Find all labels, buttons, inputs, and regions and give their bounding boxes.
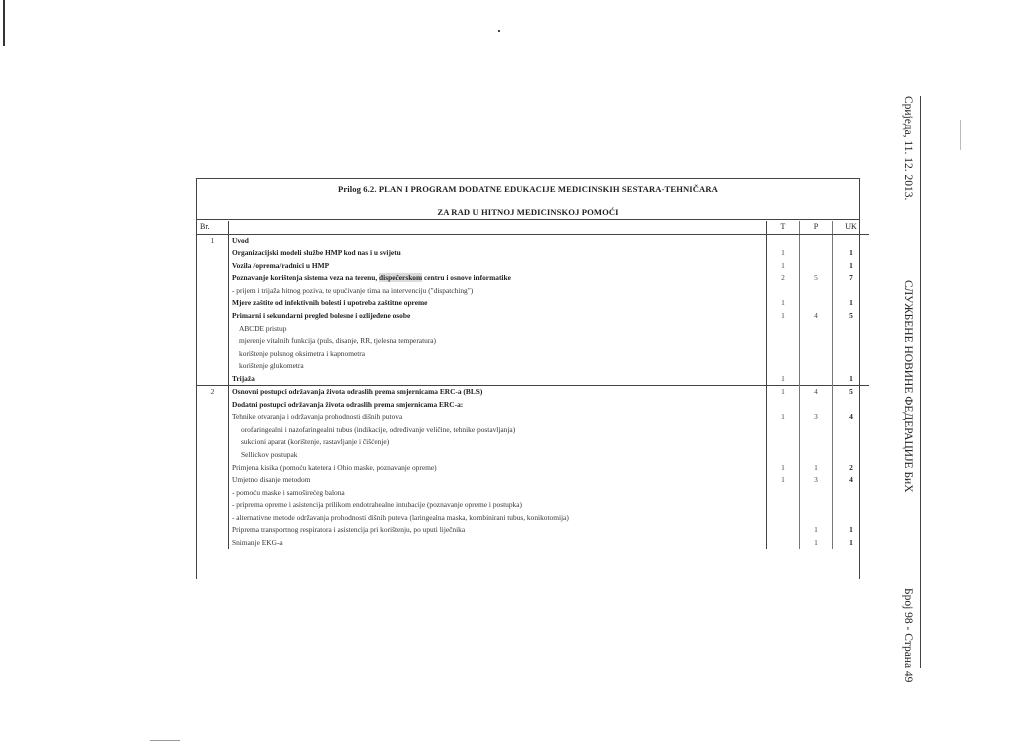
row-number (197, 247, 229, 260)
hours-theory: 1 (781, 462, 785, 472)
hours-theory (767, 347, 800, 360)
hours-total (833, 335, 870, 348)
table-row (197, 335, 869, 348)
hours-total: 1 (849, 260, 853, 270)
hours-total: 1 (849, 537, 853, 547)
hours-total (833, 234, 870, 247)
row-number (197, 449, 229, 462)
row-number (197, 424, 229, 437)
row-number (197, 310, 229, 323)
row-description: - prijem i trijaža hitnog poziva, te upućivanje tima na intervenciju ("dispatching") (229, 285, 767, 298)
header-rule (920, 96, 921, 668)
hours-theory (767, 399, 800, 412)
hours-practice: 5 (800, 272, 833, 285)
table-row (197, 449, 869, 462)
hours-practice: 3 (800, 411, 833, 424)
hours-practice (800, 499, 833, 512)
scan-noise (960, 120, 961, 150)
row-description: Priprema transportnog respiratora i asistencija pri korištenju, po uputi liječnika (229, 524, 767, 537)
hours-practice (800, 399, 833, 412)
document-title: Prilog 6.2. PLAN I PROGRAM DODATNE EDUKACIJE MEDICINSKIH SESTARA-TEHNIČARA (338, 184, 718, 194)
hours-theory (767, 449, 800, 462)
row-description-text: Poznavanje korištenja sistema veza na terenu, (232, 273, 380, 283)
row-number (197, 335, 229, 348)
scan-noise (150, 740, 180, 741)
hours-total: 2 (849, 462, 853, 472)
hours-theory: 2 (781, 273, 785, 283)
hours-total (833, 449, 870, 462)
row-description: - pomoću maske i samoširećeg balona (229, 486, 767, 499)
row-number: 2 (197, 386, 229, 399)
row-description: Snimanje EKG-a (229, 537, 767, 550)
scan-speck (498, 30, 500, 32)
hours-theory: 1 (781, 298, 785, 308)
hours-practice: 4 (800, 386, 833, 399)
hours-practice: 1 (800, 461, 833, 474)
table-row (197, 512, 869, 525)
column-header-t: T (767, 221, 800, 234)
hours-practice: 1 (800, 537, 833, 550)
column-header-p: P (800, 221, 833, 234)
hours-theory (767, 234, 800, 247)
table-row (197, 247, 869, 260)
row-description: Uvod (229, 234, 767, 247)
gazette-running-header (896, 90, 932, 683)
annex-document (196, 178, 860, 579)
hours-total: 5 (833, 386, 870, 399)
hours-total (833, 347, 870, 360)
row-description: orofaringealni i nazofaringealni tubus (indikacije, određivanje veličine, tehnike postavljanja) (229, 424, 767, 437)
row-number (197, 399, 229, 412)
row-description: Organizacijski modeli službe HMP kod nas i u svijetu (229, 247, 767, 260)
hours-total: 4 (849, 412, 853, 422)
hours-practice (800, 322, 833, 335)
highlighted-word: dispečerskom (379, 273, 423, 283)
row-number (197, 486, 229, 499)
hours-theory (767, 537, 800, 550)
row-number (197, 322, 229, 335)
hours-total (833, 512, 870, 525)
table-row (197, 474, 869, 487)
hours-practice (800, 234, 833, 247)
hours-total (833, 499, 870, 512)
table-row (197, 297, 869, 310)
row-description: Dodatni postupci održavanja života odraslih prema smjernicama ERC-a: (229, 399, 767, 412)
hours-practice (800, 512, 833, 525)
row-number (197, 347, 229, 360)
row-description: - alternativne metode održavanja prohodnosti dišnih puteva (laringealna maska, kombinirani tubus, konikotomija) (229, 512, 767, 525)
table-row (197, 499, 869, 512)
hours-practice (800, 285, 833, 298)
row-description: korištenje pulsnog oksimetra i kapnometra (229, 347, 767, 360)
table-row (197, 486, 869, 499)
hours-theory (767, 285, 800, 298)
hours-practice (800, 373, 833, 386)
hours-total: 1 (849, 248, 853, 258)
row-number (197, 537, 229, 550)
hours-total: 1 (849, 373, 853, 383)
table-row (197, 537, 869, 550)
table-body (197, 234, 869, 549)
header-page-number: Број 98 - Страна 49 (902, 588, 914, 683)
curriculum-table (197, 221, 869, 549)
hours-theory: 1 (781, 248, 785, 258)
row-description: ABCDE pristup (229, 322, 767, 335)
hours-practice: 1 (800, 524, 833, 537)
hours-theory (767, 486, 800, 499)
hours-theory (767, 335, 800, 348)
hours-practice (800, 424, 833, 437)
row-number (197, 512, 229, 525)
hours-practice (800, 360, 833, 373)
hours-practice (800, 486, 833, 499)
hours-theory: 1 (781, 412, 785, 422)
row-description: sukcioni aparat (korištenje, rastavljanje i čišćenje) (229, 436, 767, 449)
row-number (197, 260, 229, 273)
table-row (197, 272, 869, 285)
row-number (197, 373, 229, 386)
header-gazette-name: СЛУЖБЕНЕ НОВИНЕ ФЕДЕРАЦИЈЕ БиХ (902, 280, 914, 493)
hours-total (833, 285, 870, 298)
hours-theory (767, 524, 800, 537)
hours-theory (767, 512, 800, 525)
row-description: Sellickov postupak (229, 449, 767, 462)
table-row (197, 386, 869, 399)
hours-practice (800, 335, 833, 348)
row-description: mjerenje vitalnih funkcija (puls, disanje, RR, tjelesna temperatura) (229, 335, 767, 348)
table-row (197, 360, 869, 373)
hours-practice (800, 260, 833, 273)
table-row (197, 424, 869, 437)
row-number (197, 411, 229, 424)
hours-theory (767, 322, 800, 335)
hours-theory: 1 (781, 310, 785, 320)
row-description: Tehnike otvaranja i održavanja prohodnosti dišnih putova (229, 411, 767, 424)
hours-theory: 1 (767, 386, 800, 399)
row-description (229, 272, 767, 285)
hours-total (833, 424, 870, 437)
hours-practice (800, 247, 833, 260)
header-place-date: Сриједа, 11. 12. 2013. (902, 96, 914, 201)
hours-practice: 4 (800, 310, 833, 323)
row-description: korištenje glukometra (229, 360, 767, 373)
table-row (197, 347, 869, 360)
column-header-uk: UK (833, 221, 870, 234)
hours-total (833, 436, 870, 449)
hours-practice (800, 297, 833, 310)
hours-practice: 3 (800, 474, 833, 487)
table-row (197, 285, 869, 298)
hours-total (833, 399, 870, 412)
row-number (197, 461, 229, 474)
table-row (197, 411, 869, 424)
row-number (197, 436, 229, 449)
table-row (197, 234, 869, 247)
hours-practice (800, 347, 833, 360)
hours-theory (767, 499, 800, 512)
row-number: 1 (197, 234, 229, 247)
table-row (197, 399, 869, 412)
hours-total: 7 (849, 273, 853, 283)
table-row (197, 524, 869, 537)
hours-theory: 1 (781, 475, 785, 485)
row-number (197, 360, 229, 373)
hours-total (833, 486, 870, 499)
table-row (197, 310, 869, 323)
row-number (197, 297, 229, 310)
table-row (197, 322, 869, 335)
hours-practice (800, 436, 833, 449)
hours-total: 5 (849, 310, 853, 320)
row-number (197, 524, 229, 537)
table-row (197, 260, 869, 273)
scan-edge-mark (3, 0, 5, 46)
row-description: Primjena kisika (pomoću katetera i Ohio maske, poznavanje opreme) (229, 461, 767, 474)
table-row (197, 461, 869, 474)
hours-practice (800, 449, 833, 462)
row-description: Osnovni postupci održavanja života odraslih prema smjernicama ERC-a (BLS) (229, 386, 767, 399)
hours-total: 4 (849, 475, 853, 485)
table-row (197, 436, 869, 449)
row-number (197, 474, 229, 487)
row-description: Primarni i sekundarni pregled bolesne i ozlijeđene osobe (229, 310, 767, 323)
row-description: Mjere zaštite od infektivnih bolesti i upotreba zaštitne opreme (229, 297, 767, 310)
row-description: Vozila /oprema/radnici u HMP (229, 260, 767, 273)
hours-total (833, 360, 870, 373)
hours-total: 1 (849, 298, 853, 308)
row-description-text: centru i osnove informatike (422, 273, 511, 283)
document-subtitle: ZA RAD U HITNOJ MEDICINSKOJ POMOĆI (437, 207, 619, 217)
row-description: Trijaža (229, 373, 767, 386)
table-header-row (197, 221, 869, 234)
table-row (197, 373, 869, 386)
column-header-br: Br. (197, 221, 229, 234)
row-number (197, 285, 229, 298)
row-number (197, 499, 229, 512)
hours-theory (767, 436, 800, 449)
column-header-description (229, 221, 767, 234)
hours-theory: 1 (781, 373, 785, 383)
row-description: Umjetno disanje metodom (229, 474, 767, 487)
row-description: - priprema opreme i asistencija prilikom endotrahealne intubacije (poznavanje opreme i postupka) (229, 499, 767, 512)
hours-theory: 1 (781, 260, 785, 270)
hours-theory (767, 424, 800, 437)
hours-total (833, 322, 870, 335)
row-number (197, 272, 229, 285)
title-divider (197, 219, 859, 220)
hours-total: 1 (849, 525, 853, 535)
hours-theory (767, 360, 800, 373)
